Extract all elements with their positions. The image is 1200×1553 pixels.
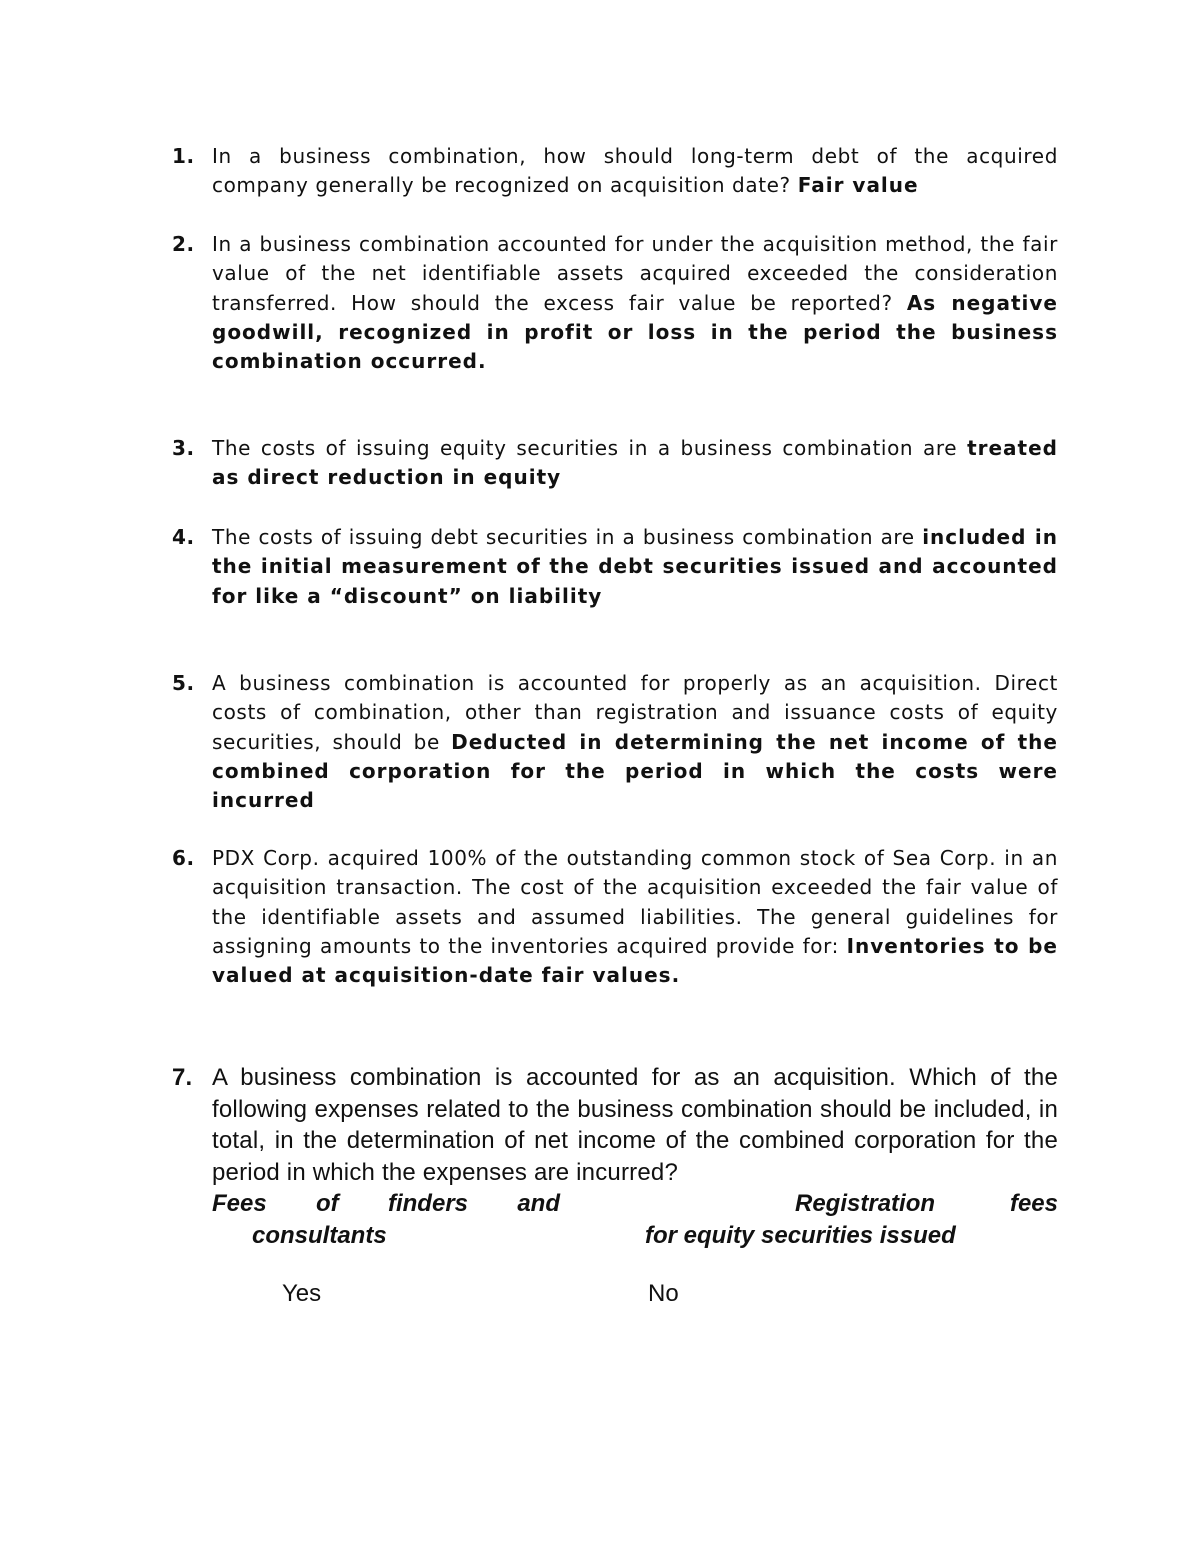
question-7 (172, 1062, 1058, 1188)
question-answer: treated as direct reduction in equity (212, 436, 1058, 490)
question-text (212, 844, 1058, 990)
question-1 (172, 142, 1058, 201)
question-2 (172, 230, 1058, 376)
question-text (212, 434, 1058, 493)
question-4 (172, 523, 1058, 611)
question-number: 1. (172, 144, 195, 168)
question-prompt: The costs of issuing equity securities in a business combination are (212, 436, 968, 460)
question-number: 6. (172, 846, 195, 870)
value-finders-fees: Yes (282, 1280, 322, 1307)
question-text (212, 142, 1058, 201)
question-number: 2. (172, 232, 195, 256)
heading-line-2: consultants (252, 1221, 387, 1249)
question-prompt: PDX Corp. acquired 100% of the outstanding common stock of Sea Corp. in an acquisition transaction. The cost of the acquisition exceeded the fair value of the identifiable assets and assumed liabilities. The general guidelines for assigning amounts to the inventories acquired provide for: (212, 846, 1058, 958)
heading-line-1 (645, 1188, 1058, 1220)
value-registration-fees: No (648, 1280, 679, 1307)
question-number: 5. (172, 671, 195, 695)
heading-word: Fees (212, 1190, 267, 1217)
question-text: A business combination is accounted for as an acquisition. Which of the following expenses related to the business combination should be included, in total, in the determination of net income of the combined corporation for the period in which the expenses are incurred? (212, 1064, 1058, 1186)
question-prompt: In a business combination, how should long-term debt of the acquired company generally be recognized on acquisition date? (212, 144, 1058, 198)
question-prompt: The costs of issuing debt securities in a business combination are (212, 525, 923, 549)
column-heading-finders-fees (212, 1188, 560, 1251)
column-heading-registration-fees (645, 1188, 1058, 1251)
question-answer: Deducted in determining the net income of the combined corporation for the period in which the costs were incurred (212, 729, 1058, 813)
question-text (212, 523, 1058, 611)
question-6 (172, 844, 1058, 990)
question-number: 3. (172, 436, 195, 460)
question-number: 7. (172, 1064, 193, 1091)
question-prompt: A business combination is accounted for properly as an acquisition. Direct costs of combination, other than registration and issuance costs of equity securities, should be (212, 671, 1058, 754)
heading-line-1 (212, 1188, 560, 1220)
question-3 (172, 434, 1058, 493)
heading-word: Registration (795, 1190, 936, 1217)
question-answer: Fair value (797, 173, 919, 198)
question-prompt: In a business combination accounted for under the acquisition method, the fair value of the net identifiable assets acquired exceeded the consideration transferred. How should the excess fair value be reported? (212, 232, 1058, 315)
heading-word: fees (1009, 1190, 1058, 1217)
heading-word: of (316, 1190, 339, 1217)
heading-line-2: for equity securities issued (645, 1221, 956, 1249)
question-answer: As negative goodwill, recognized in profit or loss in the period the business combination occurred. (212, 290, 1058, 374)
question-text (212, 669, 1058, 815)
heading-word: and (517, 1190, 560, 1217)
heading-word: finders (387, 1190, 468, 1217)
question-answer: Inventories to be valued at acquisition-date fair values. (212, 933, 1058, 988)
question-text (212, 230, 1058, 376)
question-answer: included in the initial measurement of the debt securities issued and accounted for like a “discount” on liability (212, 525, 1058, 608)
question-5 (172, 669, 1058, 815)
question-number: 4. (172, 525, 195, 549)
